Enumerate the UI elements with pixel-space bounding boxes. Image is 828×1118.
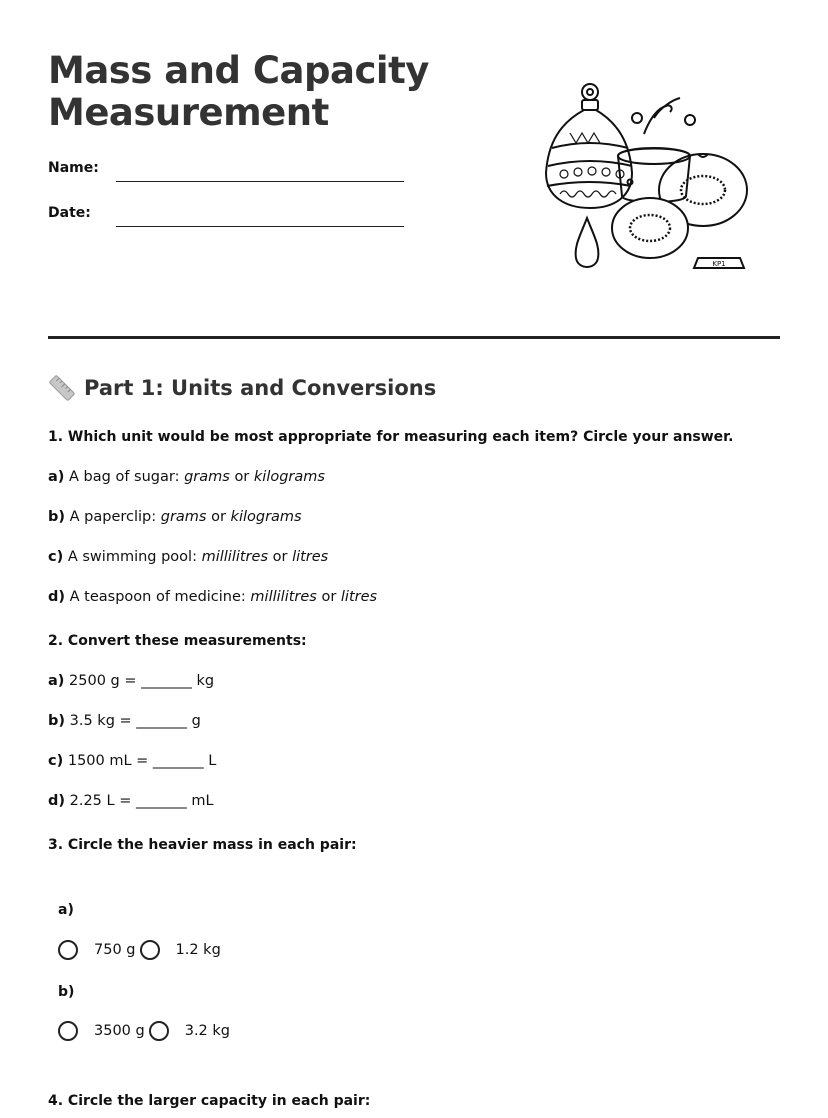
- page-title: [48, 50, 429, 134]
- radio-circle-icon[interactable]: [149, 1021, 169, 1041]
- q1-item-c: c) A swimming pool: millilitres or litres: [48, 549, 329, 565]
- unit-option[interactable]: grams: [160, 509, 207, 525]
- title-line-1: Mass and Capacity: [48, 49, 429, 92]
- unit-option[interactable]: kilograms: [253, 469, 325, 485]
- header-divider: [48, 336, 780, 339]
- scale-tag-label: KP1: [712, 260, 726, 268]
- question-2-prompt: 2. Convert these measurements:: [48, 633, 307, 649]
- q1-item-a: a) A bag of sugar: grams or kilograms: [48, 469, 325, 485]
- mass-option[interactable]: 3500 g: [94, 1023, 145, 1039]
- q3-pair-a-label: a): [58, 902, 74, 918]
- unit-option[interactable]: litres: [340, 589, 378, 605]
- section-heading-part1: [48, 374, 436, 402]
- q3-pair-b-label: b): [58, 984, 75, 1000]
- q1-item-d: d) A teaspoon of medicine: millilitres or litres: [48, 589, 378, 605]
- mass-option[interactable]: 750 g: [94, 942, 136, 958]
- question-4-prompt: 4. Circle the larger capacity in each pair:: [48, 1093, 371, 1109]
- q1-item-b: b) A paperclip: grams or kilograms: [48, 509, 302, 525]
- unit-option[interactable]: kilograms: [230, 509, 302, 525]
- q2-item-b[interactable]: b) 3.5 kg = _______ g: [48, 713, 201, 729]
- unit-option[interactable]: millilitres: [201, 549, 268, 565]
- q2-item-a[interactable]: a) 2500 g = _______ kg: [48, 673, 215, 689]
- name-line[interactable]: [116, 181, 404, 182]
- q3-pair-b: [58, 1021, 230, 1041]
- name-label: Name:: [48, 160, 99, 176]
- question-3-prompt: 3. Circle the heavier mass in each pair:: [48, 837, 357, 853]
- unit-option[interactable]: litres: [292, 549, 329, 565]
- unit-option[interactable]: grams: [184, 469, 230, 485]
- q2-item-d[interactable]: d) 2.25 L = _______ mL: [48, 793, 214, 809]
- ruler-icon: [48, 374, 76, 402]
- radio-circle-icon[interactable]: [58, 1021, 78, 1041]
- section-heading-text: Part 1: Units and Conversions: [84, 376, 437, 400]
- radio-circle-icon[interactable]: [58, 940, 78, 960]
- radio-circle-icon[interactable]: [140, 940, 160, 960]
- q2-item-c[interactable]: c) 1500 mL = _______ L: [48, 753, 217, 769]
- question-1-prompt: 1. Which unit would be most appropriate for measuring each item? Circle your answer.: [48, 429, 734, 445]
- mass-option[interactable]: 1.2 kg: [175, 942, 221, 958]
- title-line-2: Measurement: [48, 91, 329, 134]
- containers-illustration-icon: [540, 78, 755, 278]
- q3-pair-a: [58, 940, 221, 960]
- unit-option[interactable]: millilitres: [250, 589, 317, 605]
- date-line[interactable]: [116, 226, 404, 227]
- date-label: Date:: [48, 205, 91, 221]
- mass-option[interactable]: 3.2 kg: [184, 1023, 230, 1039]
